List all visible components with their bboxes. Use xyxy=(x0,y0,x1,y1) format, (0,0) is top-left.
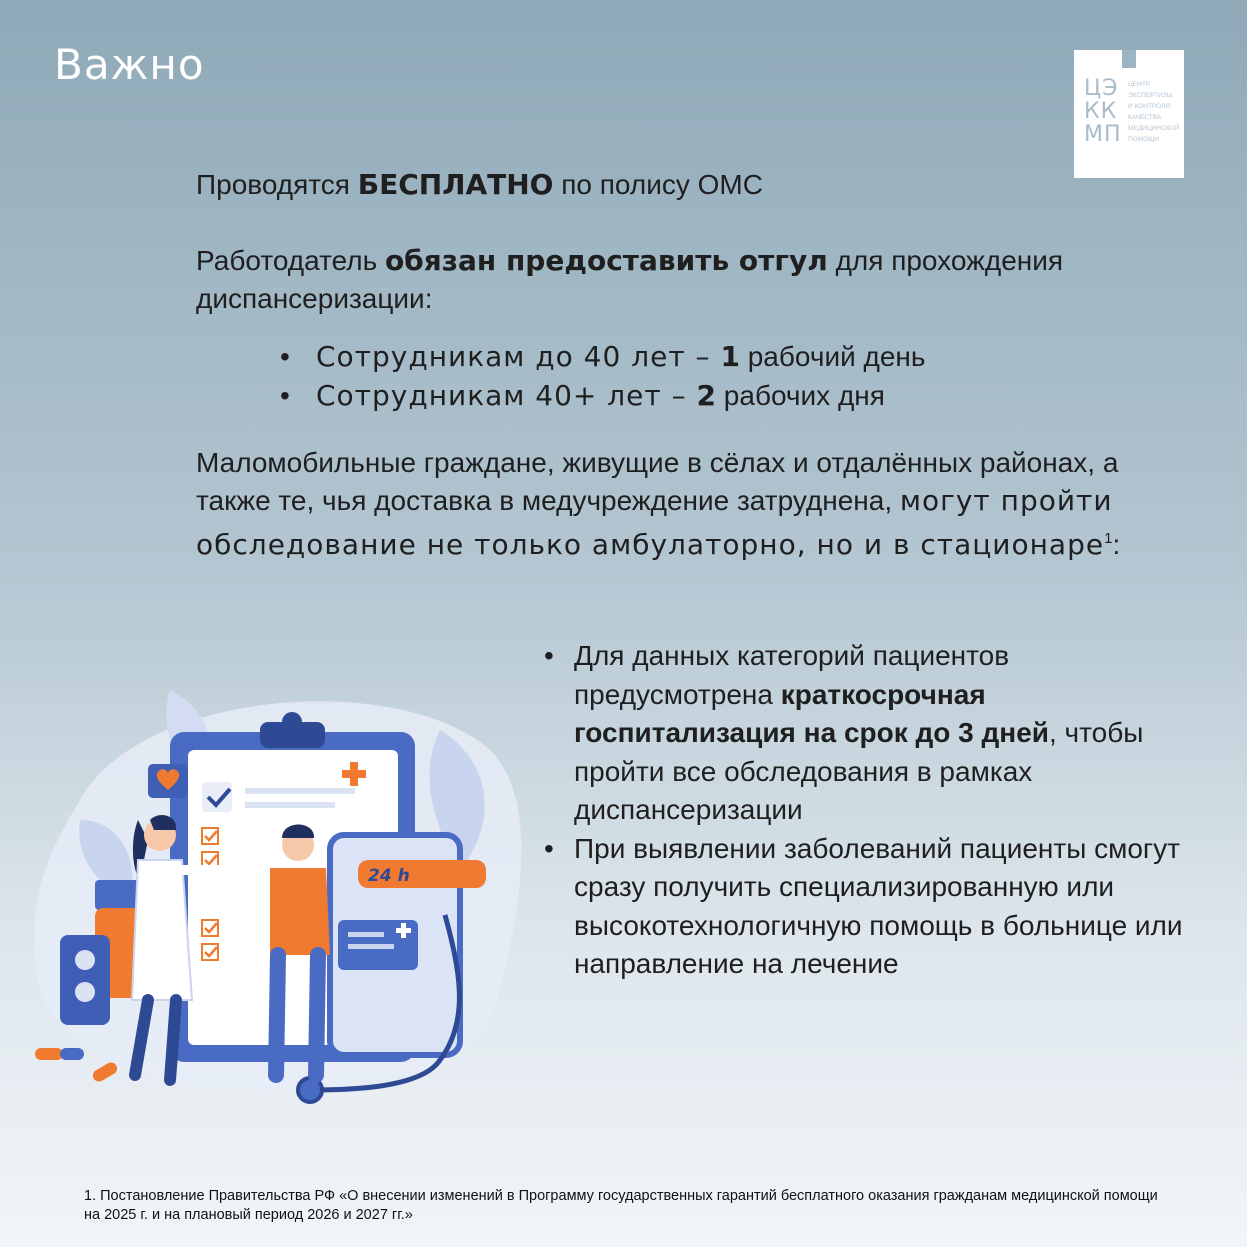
checkbox xyxy=(202,920,218,936)
logo-abbr-line: ЦЭ xyxy=(1084,76,1119,101)
low-mobility-end: : xyxy=(1112,529,1121,560)
chat-line xyxy=(348,932,384,937)
organization-logo xyxy=(1074,50,1184,178)
free-line-pre: Проводятся xyxy=(196,169,358,200)
leave-list xyxy=(280,337,925,415)
medical-illustration xyxy=(20,670,530,1120)
employer-post: для прохождения диспансеризации: xyxy=(196,245,1064,314)
logo-full-line: КАЧЕСТВА xyxy=(1128,114,1162,121)
pill xyxy=(75,950,95,970)
free-line-bold: БЕСПЛАТНО xyxy=(357,168,554,201)
capsule xyxy=(35,1048,63,1060)
checkbox-big xyxy=(202,782,232,812)
logo-abbr-line: МП xyxy=(1084,122,1122,147)
hospitalization-list xyxy=(544,637,1194,984)
logo-full-line: ПОМОЩИ xyxy=(1128,136,1159,143)
employer-pre: Работодатель xyxy=(196,245,385,276)
patient-shirt xyxy=(270,868,330,955)
logo-full-line: И КОНТРОЛЯ xyxy=(1128,103,1171,110)
leave-bold: 2 xyxy=(696,379,717,412)
logo-abbr-line: КК xyxy=(1084,99,1118,124)
capsule xyxy=(60,1048,84,1060)
logo-full-line: ЦЕНТР xyxy=(1128,81,1151,88)
page-title: Важно xyxy=(54,40,205,89)
pill-box xyxy=(60,935,110,1025)
item-text: При выявлении заболеваний пациенты смогут сразу получить специализированную или высокотехнологичную помощь в больнице или направление на лечение xyxy=(574,832,1183,979)
item-post: , чтобы пройти все обследования в рамках диспансеризации xyxy=(574,717,1144,825)
leave-post: рабочий день xyxy=(739,341,926,372)
item-pre: Для данных категорий пациентов предусмотрена xyxy=(574,640,1010,710)
item-bold: краткосрочная госпитализация на срок до 3 дней xyxy=(574,678,1049,748)
logo-full-name xyxy=(1128,79,1179,145)
checkbox xyxy=(202,828,218,844)
doctor-coat xyxy=(132,860,192,1000)
footnote-marker: 1 xyxy=(1104,530,1113,547)
pill xyxy=(75,982,95,1002)
logo-full-line: МЕДИЦИНСКОЙ xyxy=(1128,125,1180,132)
leave-bold: 1 xyxy=(720,340,740,373)
leave-pre: Сотрудникам 40+ лет – xyxy=(316,379,697,412)
employer-bold: обязан предоставить отгул xyxy=(384,244,828,277)
leave-item xyxy=(280,337,925,376)
hospitalization-item xyxy=(544,830,1194,984)
badge-24h-label: 24 h xyxy=(368,866,410,886)
hospitalization-item xyxy=(544,637,1194,830)
leave-post: рабочих дня xyxy=(716,380,885,411)
logo-full-line: ЭКСПЕРТИЗЫ xyxy=(1128,92,1173,99)
free-line-post: по полису ОМС xyxy=(553,169,763,200)
free-of-charge-line xyxy=(196,166,763,204)
low-mobility-text: Маломобильные граждане, живущие в сёлах и отдалённых районах, а также те, чья доставка в медучреждение затруднена, xyxy=(196,447,1119,516)
footnote: 1. Постановление Правительства РФ «О внесении изменений в Программу государственных гарантий бесплатного оказания гражданам медицинской помощи на 2025 г. и на плановый период 2026 и 2027 гг.» xyxy=(84,1188,1158,1223)
chat-line xyxy=(348,944,394,949)
checkbox xyxy=(202,944,218,960)
text-line xyxy=(245,802,335,808)
employer-paragraph xyxy=(196,242,1206,318)
leave-item xyxy=(280,376,925,415)
logo-abbreviation xyxy=(1084,77,1122,146)
low-mobility-emphasis: могут пройти обследование не только амбулаторно, но и в стационаре xyxy=(196,484,1113,561)
logo-notch xyxy=(1122,50,1136,68)
clipboard-clip-ring xyxy=(282,712,302,732)
leave-pre: Сотрудникам до 40 лет – xyxy=(316,340,721,373)
low-mobility-paragraph xyxy=(196,444,1196,564)
text-line xyxy=(245,788,355,794)
